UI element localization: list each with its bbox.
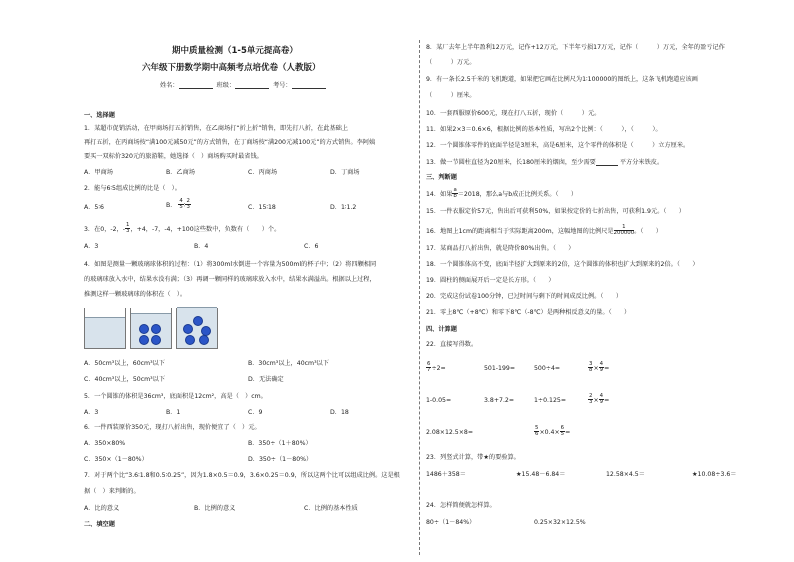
exam-title: 期中质量检测（1-5单元提高卷） (172, 46, 298, 56)
q5-option-d: D．18 (330, 409, 349, 416)
q16-text-pre: 16．地图上1cm的距离相当于实际距离200m，这幅地图的比例尺是 (426, 227, 614, 235)
fraction-numerator: 3 (589, 361, 593, 367)
q3-text-pre: 3．在0，-2，- (84, 225, 126, 233)
fraction-numerator: 6 (427, 361, 431, 367)
calc-operator: × (593, 396, 599, 404)
fraction-denominator: 7 (427, 367, 431, 374)
q4-line2: 的玻璃球放入水中，结果水没有满；（3）再调一颗同样的玻璃球放入水中，结果水满溢出。根据以上过程， (84, 276, 376, 283)
q7-line2: 据（ ）来判断的。 (84, 488, 140, 495)
q9-line2: （ ）厘米。 (426, 92, 476, 99)
q3-option-a: A．3 (84, 243, 99, 250)
vertical-calc-item: 1486＋358＝ (426, 471, 466, 478)
q6-option-d: D．350÷（1－80%） (248, 456, 313, 463)
vertical-calc-item: ★15.48－6.84＝ (516, 471, 566, 478)
name-field[interactable] (179, 82, 213, 89)
calc-item (588, 362, 609, 374)
fraction-numerator: 5 (535, 425, 539, 431)
class-field[interactable] (235, 82, 269, 89)
q23-text: 23．列竖式计算，带★的要验算。 (426, 454, 520, 461)
ratio-separator: ∶ (183, 201, 186, 209)
q3-text-post: ，+4，-7，-4，+100这些数中，负数有（ ）个。 (130, 225, 281, 233)
calc-item: 2.08×12.5×8= (426, 429, 474, 436)
q5-option-b: B．1 (166, 409, 181, 416)
q5-option-a: A．3 (84, 409, 99, 416)
fraction-denominator: 3 (126, 228, 130, 235)
q1-option-b: B．乙商场 (166, 169, 195, 176)
q4-option-a: A．50cm³以上，60cm³以下 (84, 360, 165, 367)
q1-option-d: D．丁商场 (330, 169, 360, 176)
q1-option-a: A．甲商场 (84, 169, 113, 176)
exam-subtitle: 六年级下册数学期中高频考点培优卷（人教版） (142, 63, 321, 73)
q2-option-b-label: B． (166, 201, 177, 209)
q15-text: 15．一件衣服定价57元，售出后可获利50%，如果按定价的七折出售，可获利1.9元。（ ） (426, 208, 685, 215)
calc-item-tail: ÷2= (431, 364, 446, 372)
name-label: 姓名： (160, 81, 179, 89)
glass-ball (139, 324, 149, 334)
q4-line3: 推测这样一颗玻璃球的体积在（ ）。 (84, 291, 187, 298)
q11-text: 11．如果2×3＝0.6×6，根据比例的基本性质，写出2个比例：（ ），（ ）。 (426, 126, 662, 133)
section-heading-judge: 三、判断题 (426, 174, 457, 181)
calc-item: 3.8+7.2= (484, 397, 515, 404)
q16-text-post: 。（ ） (634, 227, 662, 235)
fraction-numerator: 4 (179, 198, 183, 204)
q4-option-d: D．无法确定 (248, 376, 284, 383)
beaker-step1 (84, 308, 126, 349)
q1-option-c: C．丙商场 (248, 169, 278, 176)
fraction-denominator: 9 (599, 399, 604, 406)
calc-item (534, 426, 570, 438)
q24-text: 24．怎样简便就怎样算。 (426, 502, 496, 509)
q6-text: 6．一件西装原价350元，现打八折出售，现价便宜了（ ）元。 (84, 424, 261, 431)
q2-option-b (166, 199, 191, 211)
fraction-denominator: 6 (535, 431, 539, 438)
q6-option-b: B．350÷（1＋80%） (248, 440, 312, 447)
right-column (426, 0, 768, 562)
q8-line1: 8．某厂去年上半年盈利12万元，记作+12万元，下半年亏损17万元，记作（ ）万元，全年的盈亏记作 (426, 44, 725, 51)
class-label: 班级： (216, 81, 236, 89)
vertical-calc-item: ★10.08÷3.6＝ (692, 471, 737, 478)
calc-equals: = (604, 364, 610, 372)
q5-option-c: C．9 (248, 409, 263, 416)
q1-line2: 再打五折，在丙商场按“满100元减50元”的方式销售，在丁商场按“满200元减100元”的方式销售。李阿姨 (84, 139, 376, 146)
q4-option-b: B．30cm³以上，40cm³以下 (248, 360, 329, 367)
q4-option-c: C．40cm³以上，50cm³以下 (84, 376, 166, 383)
q7-line1: 7．对于两个比“3.6∶1.8和0.5∶0.25”，因为1.8×0.5＝0.9，3.6×0.25＝0.9，所以这两个比可以组成比例。这是根 (84, 472, 400, 479)
q8-line2: （ ）万元。 (426, 59, 476, 66)
glass-ball (185, 335, 195, 345)
q13-blank[interactable] (596, 159, 618, 166)
q2-fraction-2 (185, 199, 190, 211)
q16-text (426, 225, 662, 237)
q22-text: 22．直接写得数。 (426, 341, 478, 348)
glass-ball (193, 316, 203, 326)
q4-line1: 4．如图是测量一颗玻璃球体积的过程：（1）将300ml水倒进一个容量为500ml的杯子中；（2）将四颗相同 (84, 261, 377, 268)
q13-text-post: 平方分米铁皮。 (619, 158, 664, 166)
calc-item: 500÷4= (534, 365, 561, 372)
fraction-denominator: 3 (589, 399, 593, 406)
section-heading-choice: 一、选择题 (84, 112, 115, 119)
section-heading-calc: 四、计算题 (426, 326, 457, 333)
fraction-denominator: 9 (599, 367, 604, 374)
calc-item: 1-0.05= (426, 397, 452, 404)
q18-text: 18．一个圆锥体高不变，底面半径扩大到原来的2倍，这个圆锥的体积也扩大到原来的2倍。（ ） (426, 261, 699, 268)
fraction-numerator: 4 (599, 393, 604, 399)
exam-no-field[interactable] (292, 82, 326, 89)
q19-text: 19．圆柱的侧面展开后一定是长方形。（ ） (426, 277, 555, 284)
fraction-denominator: 200000 (613, 230, 635, 237)
calc-item (588, 394, 609, 406)
column-divider (419, 40, 420, 555)
q17-text: 17．某商品打八折出售，就是降价80%出售。（ ） (426, 245, 575, 252)
q1-line1: 1．某超市促销活动，在甲商场打五折销售，在乙商场打“折上折”销售，即先打八折，在此基础上 (84, 125, 349, 132)
glass-ball (199, 335, 209, 345)
q3-text (84, 223, 280, 235)
simplify-item: 80÷（1－84%） (426, 519, 476, 526)
fraction-numerator: a (453, 187, 457, 193)
q14-text-post: ＝2018，那么a与b成正比例关系。（ ） (457, 190, 578, 198)
left-column (84, 0, 414, 562)
fraction-numerator: 4 (599, 361, 604, 367)
q6-option-a: A．350×80% (84, 440, 126, 447)
q3-option-c: C．6 (304, 243, 319, 250)
q16-fraction (614, 225, 635, 237)
q2-text: 2．能与6∶5组成比例的比是（ ）。 (84, 185, 181, 192)
q6-option-c: C．350×（1－80%） (84, 456, 148, 463)
q1-line3: 要买一双标价320元的旅游鞋，她选择（ ）商场购买时最省钱。 (84, 153, 263, 160)
q7-option-c: C．比例的基本性质 (304, 505, 358, 512)
q9-line1: 9．有一条长2.5千米的飞机跑道，如果把它画在比例尺为1∶100000的图纸上，这条飞机跑道应该画 (426, 76, 698, 83)
q14-text-pre: 14．如果 (426, 190, 453, 198)
glass-ball (151, 324, 161, 334)
q20-text: 20．完成这份试卷100分钟，已过时间与剩下的时间成反比例。（ ） (426, 293, 623, 300)
fraction-numerator: 2 (186, 198, 190, 204)
glass-ball (183, 324, 193, 334)
fraction-numerator: 1 (614, 225, 635, 231)
calc-item: 1÷0.125= (534, 397, 567, 404)
calc-operator: × (593, 364, 599, 372)
fraction-numerator: 2 (589, 393, 593, 399)
fraction-denominator: 5 (179, 204, 183, 211)
q7-option-a: A．比的意义 (84, 505, 120, 512)
student-info-line (160, 82, 328, 89)
water-level (85, 317, 125, 348)
calc-item: 501-199= (484, 365, 516, 372)
q13-text-pre: 13．做一节圆柱直径为20厘米，长180厘米的烟囱，至少需要 (426, 158, 596, 166)
vertical-calc-item: 12.58×4.5＝ (606, 471, 645, 478)
fraction-denominator: 3 (186, 204, 190, 211)
glass-ball (151, 335, 161, 345)
glass-ball (139, 335, 149, 345)
q7-option-b: B．比例的意义 (194, 505, 236, 512)
q10-text: 10．一套西服原价600元，现在打八五折，现价（ ）元。 (426, 110, 601, 117)
q2-option-c: C．15∶18 (248, 204, 276, 211)
calc-operator: ×0.4× (539, 428, 560, 436)
simplify-item: 0.25×32×12.5% (534, 519, 586, 526)
q21-text: 21．零上8℃（+8℃）和零下8℃（-8℃）是两种相反意义的量。（ ） (426, 309, 631, 316)
calc-item (426, 362, 446, 374)
fraction-numerator: 1 (126, 222, 130, 228)
q14-text (426, 188, 577, 200)
q2-option-d: D．1∶1.2 (330, 204, 357, 211)
q12-text: 12．一个圆锥体零件的底面半径是3厘米，高是6厘米，这个零件的体积是（ ）立方厘米。 (426, 142, 690, 149)
fraction-denominator: 8 (589, 367, 593, 374)
fraction-denominator: b (453, 193, 457, 200)
fraction-denominator: 5 (560, 431, 565, 438)
q13-text (426, 159, 663, 166)
calc-equals: = (565, 428, 571, 436)
beaker-step2 (130, 308, 172, 349)
exam-no-label: 考号： (273, 81, 292, 89)
fraction-numerator: 6 (560, 425, 565, 431)
q3-option-b: B．4 (194, 243, 209, 250)
beaker-step3 (176, 308, 218, 349)
section-heading-fill: 二、填空题 (84, 521, 115, 528)
q5-text: 5．一个圆锥的体积是36cm³，底面积是12cm²，高是（ ）cm。 (84, 393, 267, 400)
q2-option-a: A．5∶6 (84, 204, 104, 211)
calc-equals: = (604, 396, 610, 404)
